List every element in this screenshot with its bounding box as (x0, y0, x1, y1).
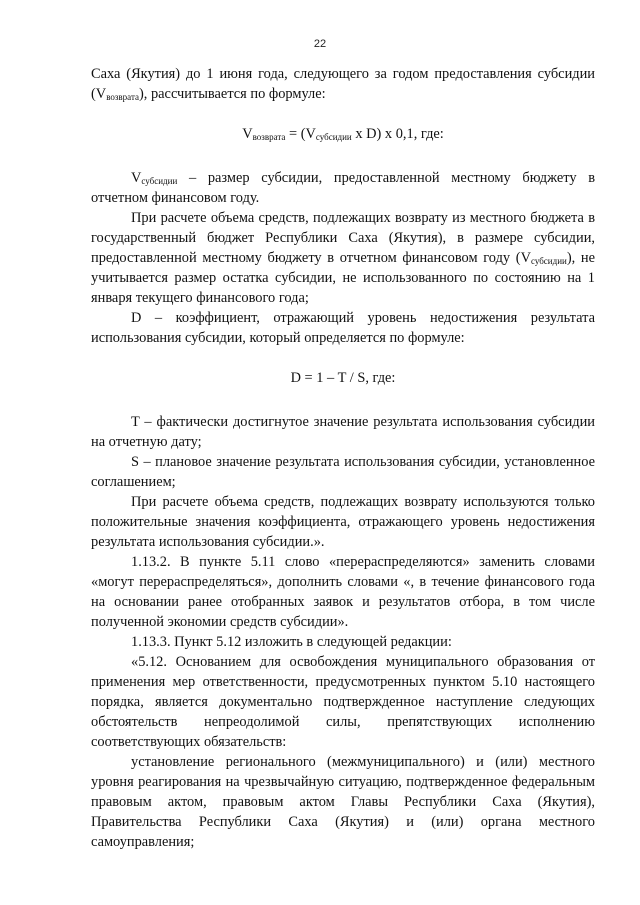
paragraph-t-definition: T – фактически достигнутое значение результата использования субсидии на отчетную дату; (91, 414, 595, 450)
paragraph-emergency: установление регионального (межмуниципального) и (или) местного уровня реагирования на чрезвычайную ситуацию, подтвержденное федеральным правовым актом, правовым актом Главы Республики Саха (Якутия), Правительства Республики Саха (Якутия) и (или) органа местного самоуправления; (91, 754, 595, 850)
subscript: субсидии (315, 132, 352, 142)
paragraph-text: ), рассчитывается по формуле: (138, 86, 326, 102)
formula-part: V (242, 126, 253, 142)
subscript: субсидии (141, 176, 178, 186)
page-number: 22 (313, 38, 327, 50)
subscript: субсидии (530, 256, 567, 266)
paragraph-v-subsidy (91, 168, 595, 208)
paragraph-1-13-2: 1.13.2. В пункте 5.11 слово «перераспределяются» заменить словами «могут перераспределяться», дополнить словами «, в течение финансового года на основании ранее отобранных заявок и результатов отбора, в том числе полученной экономии средств субсидии». (91, 554, 595, 630)
formula-return (91, 124, 595, 144)
paragraph-calculation-note (91, 208, 595, 308)
paragraph-5-12: «5.12. Основанием для освобождения муниципального образования от применения мер ответственности, предусмотренных пунктом 5.10 настоящего порядка, является документально подтвержденное наступление следующих обстоятельств непреодолимой силы, препятствующих исполнению соответствующих обязательств: (91, 654, 595, 750)
subscript: возврата (252, 132, 286, 142)
subscript: возврата (106, 92, 139, 102)
document-body (91, 64, 595, 852)
formula-part: = (V (285, 126, 316, 142)
paragraph-1-13-3: 1.13.3. Пункт 5.12 изложить в следующей редакции: (131, 634, 452, 650)
variable: V (131, 170, 142, 186)
paragraph-positive-values: При расчете объема средств, подлежащих возврату используются только положительные значения коэффициента, отражающего уровень недостижения результата использования субсидии.». (91, 494, 595, 550)
paragraph-text: ), не учитывается размер остатка субсидии, не использованного по состоянию на 1 января текущего финансового года; (91, 250, 595, 306)
paragraph-s-definition: S – плановое значение результата использования субсидии, установленное соглашением; (91, 454, 595, 490)
formula-part: x D) x 0,1, где: (351, 126, 444, 142)
paragraph-text: Саха (Якутия) до 1 июня года, следующего за годом предоставления субсидии (V (91, 66, 595, 102)
paragraph-return-amount (91, 64, 595, 104)
paragraph-text: При расчете объема средств, подлежащих возврату из местного бюджета в государственный бюджет Республики Саха (Якутия), в размере субсидии, предоставленной местному бюджету в отчетном финансовом году (V (91, 210, 595, 266)
paragraph-d-coefficient: D – коэффициент, отражающий уровень недостижения результата использования субсидии, который определяется по формуле: (91, 310, 595, 346)
paragraph-text: – размер субсидии, предоставленной местному бюджету в отчетном финансовом году. (91, 170, 595, 206)
formula-d: D = 1 – T / S, где: (290, 370, 396, 386)
